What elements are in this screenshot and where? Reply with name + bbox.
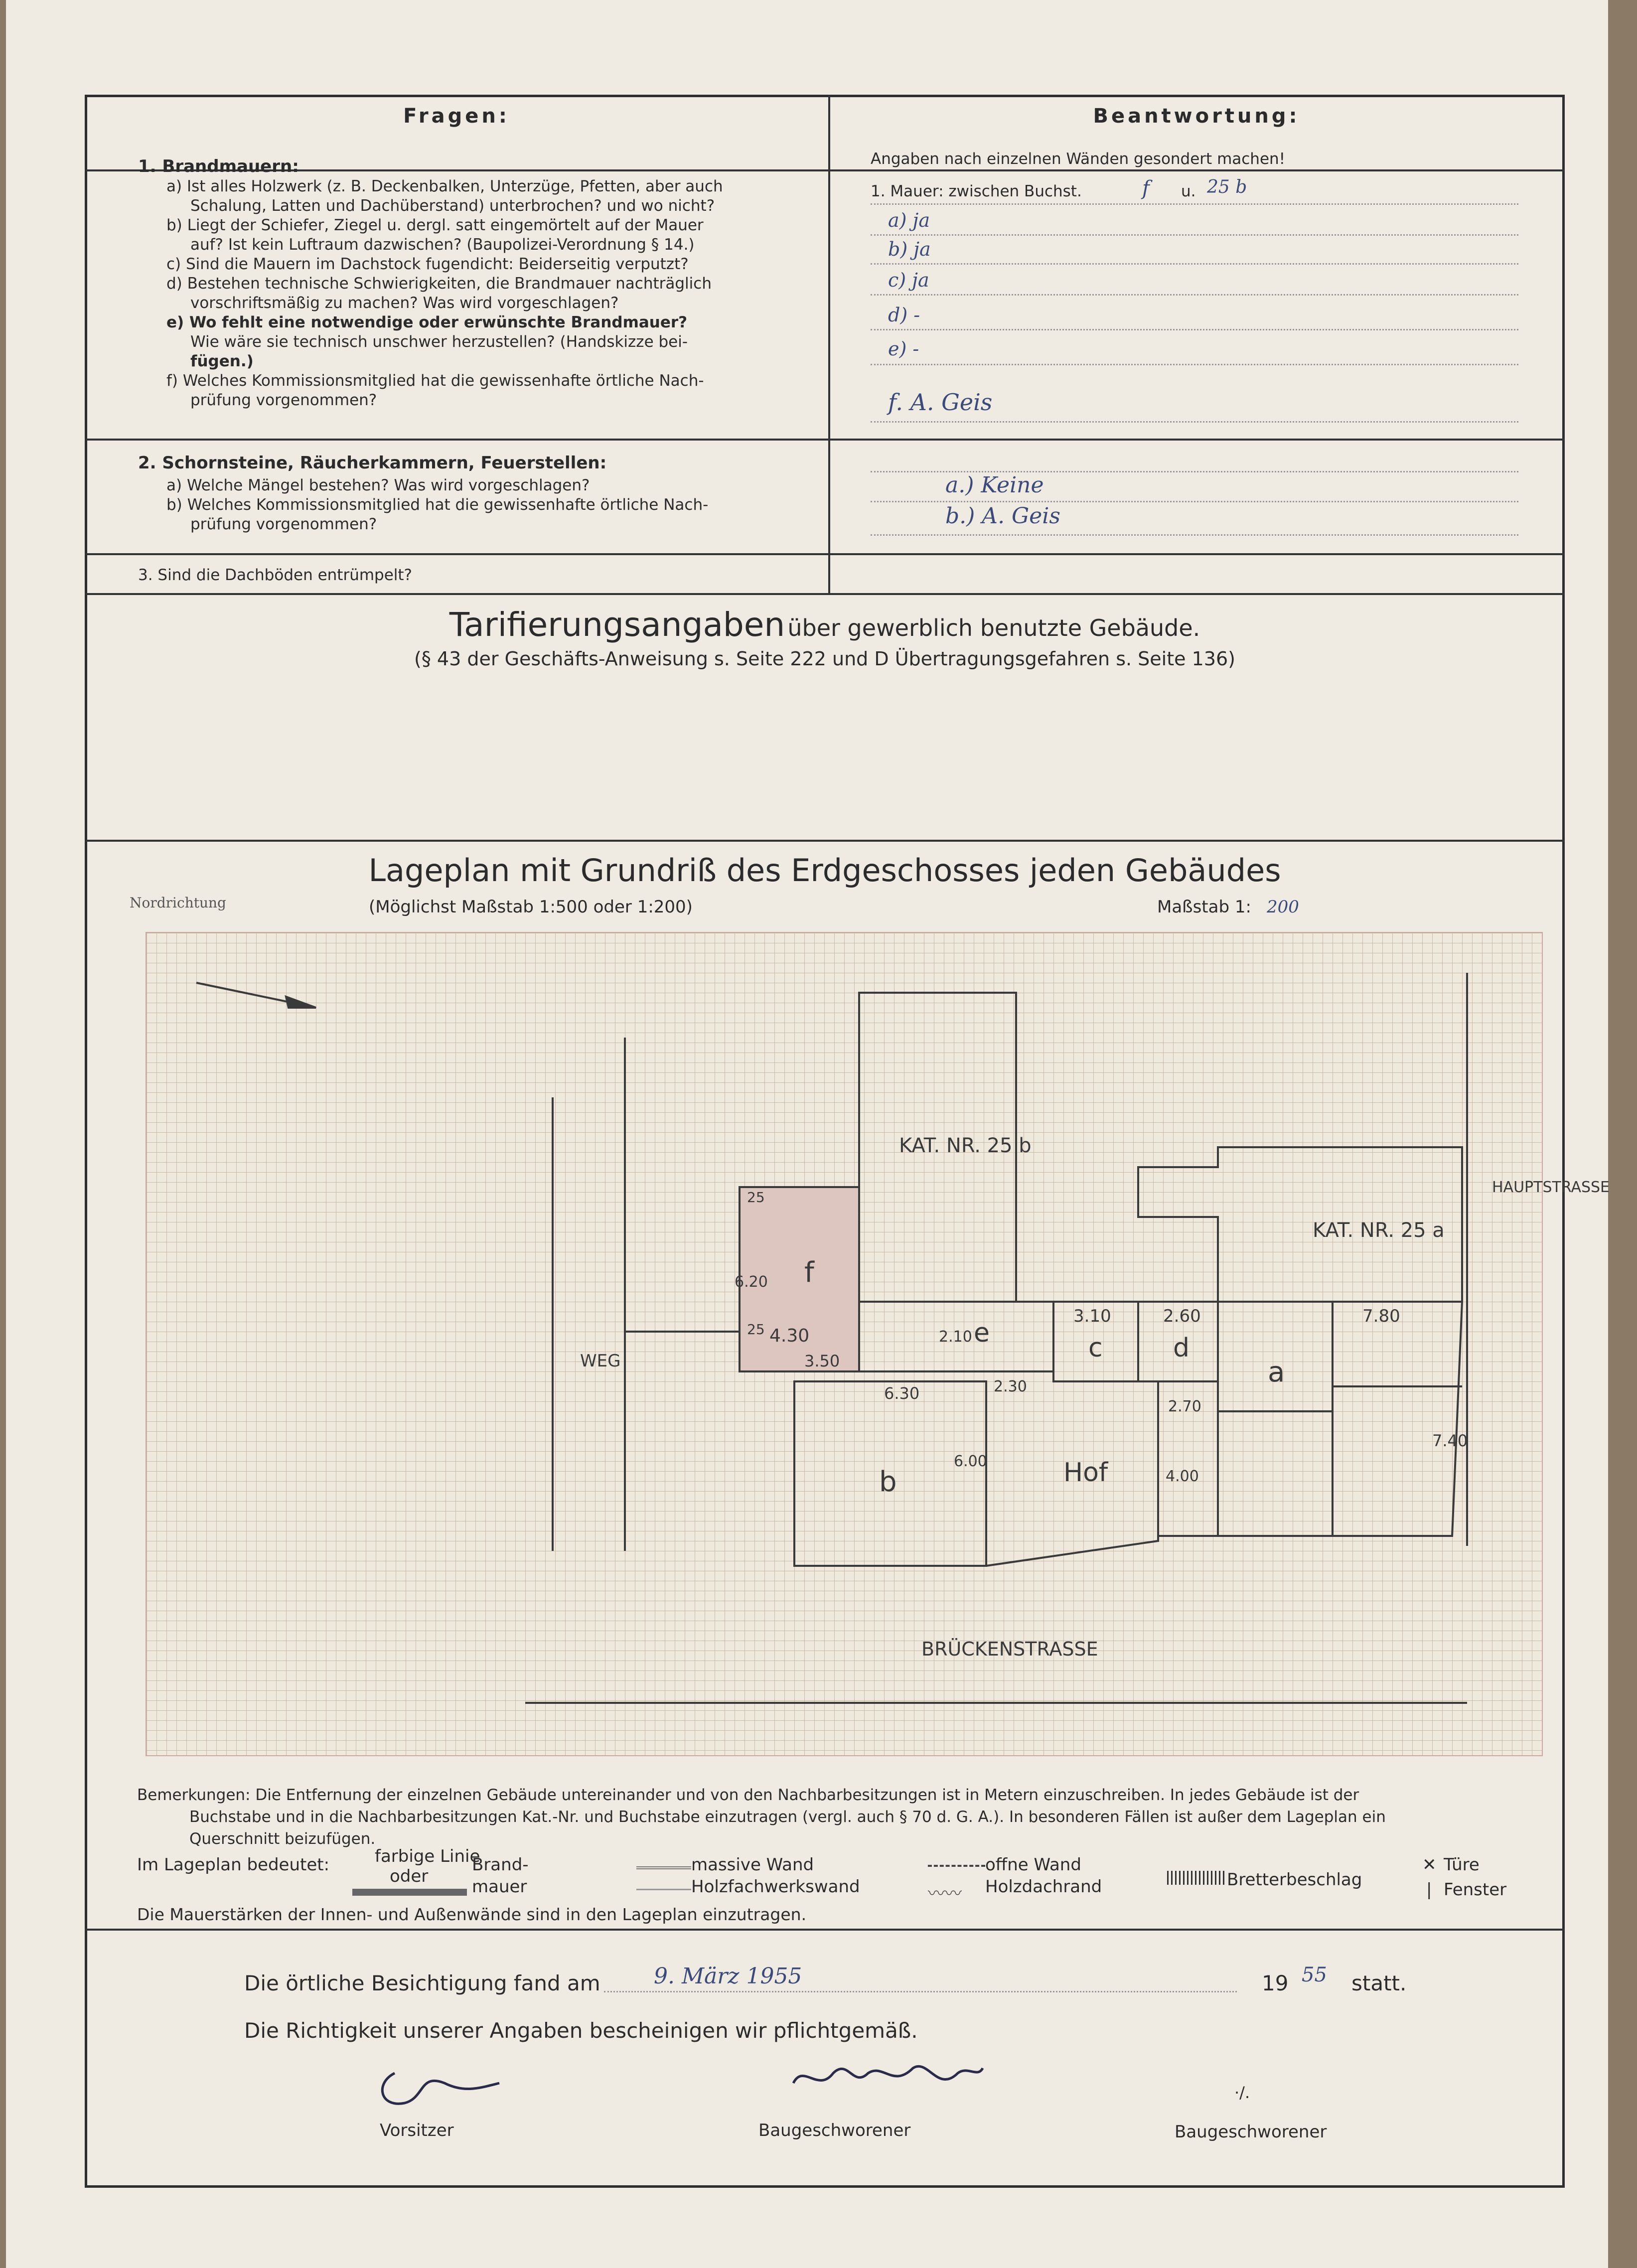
signature-placeholder: ·/. bbox=[1234, 2083, 1250, 2102]
label-m350: 3.50 bbox=[804, 1352, 840, 1370]
q1-item: fügen.) bbox=[190, 352, 254, 370]
legend-sample-firewall bbox=[352, 1889, 467, 1896]
q1-item: d) Bestehen technische Schwierigkeiten, die Brandmauer nachträglich bbox=[166, 275, 712, 293]
q2-list bbox=[166, 476, 814, 534]
label-a: a bbox=[1268, 1356, 1285, 1388]
label-m780: 7.80 bbox=[1362, 1306, 1400, 1326]
q1-list bbox=[166, 177, 814, 410]
q1-item: Wie wäre sie technisch unschwer herzustellen? (Handskizze bei- bbox=[190, 333, 688, 351]
remarks-line: Querschnitt beizufügen. bbox=[189, 1830, 376, 1848]
label-m25a: 25 bbox=[747, 1189, 765, 1206]
legend-farbig: farbige Linie bbox=[375, 1846, 480, 1866]
label-e: e bbox=[974, 1318, 990, 1348]
legend-brand2: mauer bbox=[472, 1877, 527, 1897]
q1-item: a) Ist alles Holzwerk (z. B. Deckenbalken, Unterzüge, Pfetten, aber auch bbox=[166, 177, 723, 195]
legend-holzdach: Holzdachrand bbox=[985, 1877, 1102, 1897]
q3-divider bbox=[85, 593, 1565, 595]
year-prefix: 19 bbox=[1262, 1971, 1289, 1995]
window-icon: | bbox=[1426, 1880, 1432, 1900]
q2-title: 2. Schornsteine, Räucherkammern, Feuerstellen: bbox=[138, 453, 607, 473]
label-baugeschworener2: Baugeschworener bbox=[1175, 2122, 1327, 2142]
q1-item: Schalung, Latten und Dachüberstand) unterbrochen? und wo nicht? bbox=[190, 197, 715, 215]
legend-holzfach: Holzfachwerkswand bbox=[691, 1877, 860, 1897]
label-m230: 2.30 bbox=[994, 1378, 1027, 1395]
q2-divider bbox=[85, 553, 1565, 555]
label-m600: 6.00 bbox=[954, 1453, 987, 1470]
legend-sample-holzdach: 〰〰 bbox=[928, 1884, 962, 1904]
besichtigung-text: Die örtliche Besichtigung fand am bbox=[244, 1971, 600, 1995]
building-a bbox=[1218, 1302, 1462, 1536]
answer-1c: c) ja bbox=[888, 269, 929, 291]
answer-rule bbox=[871, 234, 1518, 236]
q2-item: prüfung vorgenommen? bbox=[190, 515, 377, 533]
label-kat25b: KAT. NR. 25 b bbox=[899, 1134, 1032, 1157]
q1-title: 1. Brandmauern: bbox=[138, 156, 299, 176]
legend-intro: Im Lageplan bedeutet: bbox=[137, 1855, 330, 1875]
remarks-line: Buchstabe und in die Nachbarbesitzungen Kat.-Nr. und Buchstabe einzutragen (vergl. auch § 70 d. G. A.). In besonderen Fällen ist außer dem Lageplan ein bbox=[189, 1808, 1386, 1826]
label-m400: 4.00 bbox=[1166, 1468, 1199, 1485]
statt-text: statt. bbox=[1351, 1971, 1407, 1995]
label-b: b bbox=[879, 1466, 897, 1498]
legend-fenster: Fenster bbox=[1444, 1880, 1507, 1900]
answer-mauer-to: 25 b bbox=[1207, 177, 1247, 197]
q1-item: e) Wo fehlt eine notwendige oder erwünschte Brandmauer? bbox=[166, 313, 688, 331]
legend-massiv: massive Wand bbox=[691, 1855, 814, 1875]
tarif-subtitle: (§ 43 der Geschäfts-Anweisung s. Seite 222 und D Übertragungsgefahren s. Seite 136) bbox=[414, 648, 1235, 670]
remarks bbox=[137, 1784, 1547, 1850]
signature-vorsitzer bbox=[365, 2053, 529, 2118]
label-m310: 3.10 bbox=[1073, 1306, 1111, 1326]
richtigkeit-text: Die Richtigkeit unserer Angaben bescheinigen wir pflichtgemäß. bbox=[244, 2018, 918, 2043]
q1-item: b) Liegt der Schiefer, Ziegel u. dergl. satt eingemörtelt auf der Mauer bbox=[166, 216, 704, 234]
answer-rule bbox=[871, 263, 1518, 265]
label-hof: Hof bbox=[1063, 1458, 1108, 1488]
legend-sample-offen bbox=[928, 1865, 985, 1867]
scale-hint: (Möglichst Maßstab 1:500 oder 1:200) bbox=[369, 897, 693, 917]
legend-sample-massiv bbox=[636, 1866, 691, 1869]
legend-sample-holzfach bbox=[636, 1889, 691, 1890]
header-divider bbox=[85, 169, 1565, 171]
label-m630: 6.30 bbox=[884, 1384, 920, 1403]
answer-rule bbox=[871, 294, 1518, 296]
q1-item: prüfung vorgenommen? bbox=[190, 391, 377, 409]
tarif-title-rest: über gewerblich benutzte Gebäude. bbox=[787, 614, 1200, 641]
label-m210: 2.10 bbox=[939, 1328, 972, 1346]
label-baugeschworener1: Baugeschworener bbox=[758, 2120, 911, 2140]
year-suffix: 55 bbox=[1302, 1964, 1327, 1986]
mauer-note: Die Mauerstärken der Innen- und Außenwände sind in den Lageplan einzutragen. bbox=[137, 1905, 807, 1924]
q2-item: b) Welches Kommissionsmitglied hat die gewissenhafte örtliche Nach- bbox=[166, 496, 709, 514]
q1-divider bbox=[85, 439, 1565, 441]
label-f: f bbox=[804, 1256, 814, 1289]
col-answers-header: Beantwortung: bbox=[1093, 105, 1300, 128]
answer-rule bbox=[871, 534, 1518, 536]
answer-rule bbox=[871, 501, 1518, 502]
answer-rule bbox=[871, 329, 1518, 330]
q1-item: f) Welches Kommissionsmitglied hat die gewissenhafte örtliche Nach- bbox=[166, 372, 704, 390]
site-plan-grid bbox=[146, 932, 1610, 1756]
answer-mauer-u: u. bbox=[1181, 182, 1196, 200]
q3: 3. Sind die Dachböden entrümpelt? bbox=[138, 566, 413, 584]
col-questions-header: Fragen: bbox=[403, 105, 510, 128]
answer-mauer-label: 1. Mauer: zwischen Buchst. bbox=[871, 182, 1082, 200]
label-m25b: 25 bbox=[747, 1321, 765, 1338]
north-arrow-head-icon bbox=[286, 997, 316, 1008]
label-m270: 2.70 bbox=[1168, 1398, 1201, 1415]
legend-brand1: Brand- bbox=[472, 1855, 529, 1875]
answer-1d: d) - bbox=[888, 304, 920, 326]
building-25b bbox=[859, 993, 1016, 1371]
scale-label: Maßstab 1: bbox=[1157, 897, 1251, 917]
besichtigung-date: 9. März 1955 bbox=[654, 1964, 802, 1989]
label-c: c bbox=[1088, 1333, 1103, 1363]
label-m620: 6.20 bbox=[735, 1273, 768, 1291]
answer-1e: e) - bbox=[888, 338, 919, 360]
answer-mauer-from: f bbox=[1142, 177, 1150, 200]
scale-value: 200 bbox=[1267, 897, 1299, 917]
label-m430: 4.30 bbox=[769, 1326, 810, 1346]
answer-rule bbox=[871, 203, 1518, 205]
label-m740: 7.40 bbox=[1432, 1431, 1468, 1450]
label-m260: 2.60 bbox=[1163, 1306, 1201, 1326]
remarks-divider bbox=[85, 1929, 1565, 1931]
label-hauptstr: HAUPTSTRASSE bbox=[1492, 1179, 1610, 1196]
q1-item: auf? Ist kein Luftraum dazwischen? (Baupolizei-Verordnung § 14.) bbox=[190, 236, 695, 254]
legend-bretter: Bretterbeschlag bbox=[1227, 1870, 1362, 1890]
label-d: d bbox=[1173, 1333, 1190, 1363]
answer-2b: b.) A. Geis bbox=[945, 503, 1060, 529]
legend-oder: oder bbox=[390, 1866, 429, 1886]
legend-tuer: Türe bbox=[1444, 1855, 1480, 1875]
label-vorsitzer: Vorsitzer bbox=[380, 2120, 454, 2140]
column-divider bbox=[828, 95, 830, 593]
answer-intro: Angaben nach einzelnen Wänden gesondert machen! bbox=[871, 150, 1286, 168]
north-label: Nordrichtung bbox=[130, 895, 226, 911]
answer-1b: b) ja bbox=[888, 238, 931, 260]
label-brueckenstr: BRÜCKENSTRASSE bbox=[921, 1638, 1098, 1660]
answer-1f: f. A. Geis bbox=[888, 389, 993, 416]
remarks-line: Bemerkungen: Die Entfernung der einzelnen Gebäude untereinander und von den Nachbarbesitzungen ist in Metern einzuschreiben. In jedes Gebäude ist der bbox=[137, 1786, 1359, 1804]
date-rule bbox=[604, 1991, 1237, 1992]
q1-item: c) Sind die Mauern im Dachstock fugendicht: Beiderseitig verputzt? bbox=[166, 255, 689, 273]
form-sheet bbox=[6, 0, 1608, 2268]
answer-rule bbox=[871, 364, 1518, 365]
signature-baugeschworener1 bbox=[783, 2048, 993, 2103]
door-icon: ✕ bbox=[1422, 1855, 1437, 1875]
lageplan-title: Lageplan mit Grundriß des Erdgeschosses jeden Gebäudes bbox=[368, 852, 1281, 889]
label-weg: WEG bbox=[580, 1351, 621, 1371]
label-kat25a: KAT. NR. 25 a bbox=[1313, 1219, 1445, 1242]
q2-item: a) Welche Mängel bestehen? Was wird vorgeschlagen? bbox=[166, 476, 590, 494]
legend-offen: offne Wand bbox=[985, 1855, 1081, 1875]
answer-1a: a) ja bbox=[888, 209, 930, 231]
legend-sample-bretter bbox=[1167, 1871, 1224, 1885]
site-plan-drawing bbox=[147, 933, 1610, 1755]
q1-item: vorschriftsmäßig zu machen? Was wird vorgeschlagen? bbox=[190, 294, 619, 312]
answer-2a: a.) Keine bbox=[945, 472, 1044, 498]
tarif-title bbox=[85, 605, 1565, 644]
tarif-divider bbox=[85, 840, 1565, 842]
tarif-title-main: Tarifierungsangaben bbox=[449, 605, 785, 644]
answer-rule bbox=[871, 421, 1518, 423]
